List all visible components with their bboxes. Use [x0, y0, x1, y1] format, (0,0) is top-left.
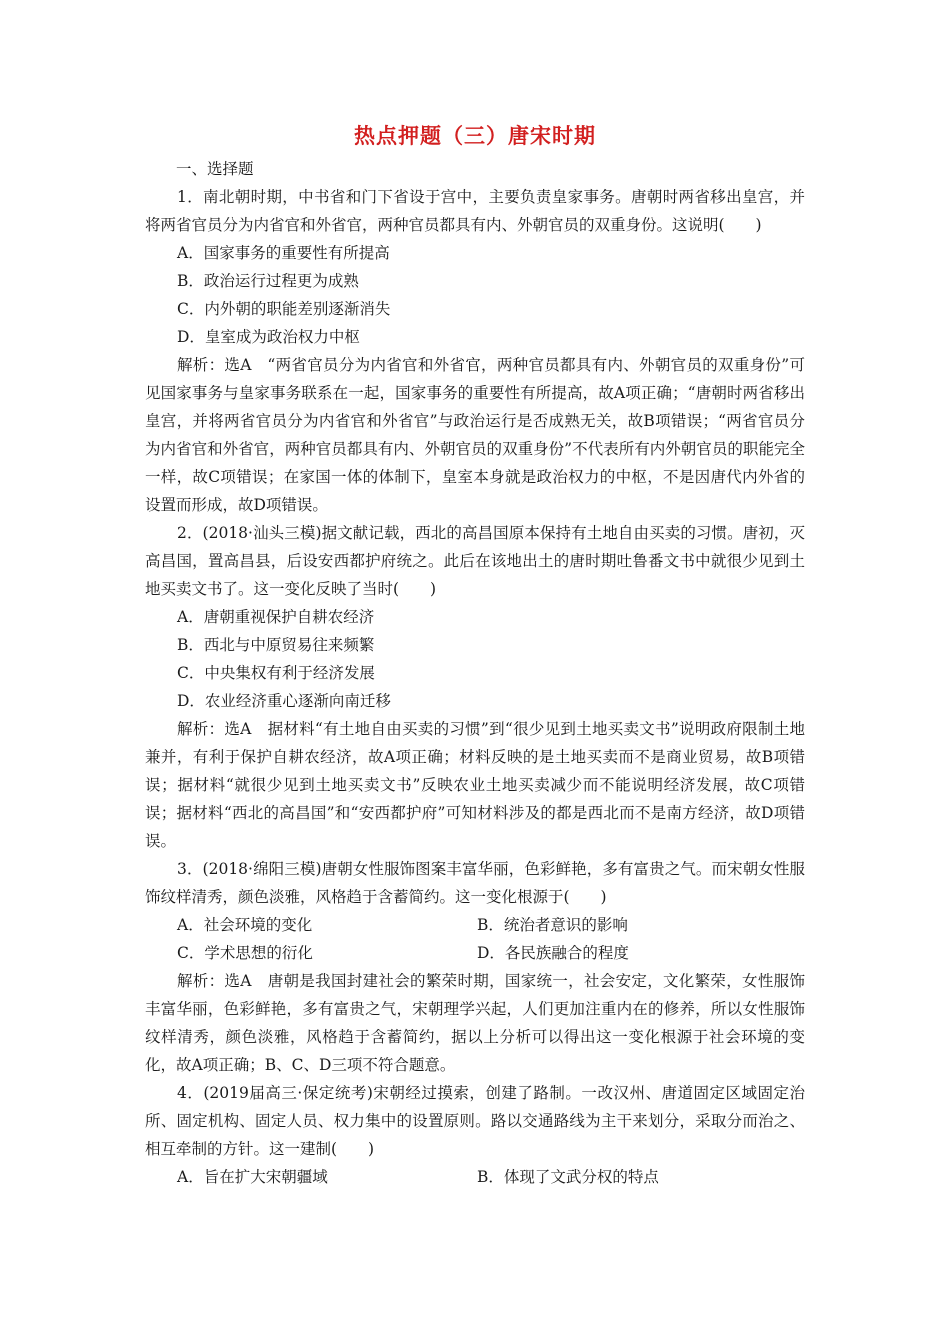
question-3-options-row-1 [145, 911, 805, 939]
question-1-stem: 1．南北朝时期，中书省和门下省设于宫中，主要负责皇家事务。唐朝时两省移出皇宫，并将两省官员分为内省官和外省官，两种官员都具有内、外朝官员的双重身份。这说明( ) [145, 188, 805, 234]
question-4-option-a: A．旨在扩大宋朝疆域 [177, 1168, 328, 1186]
question-2-stem: 2．(2018·汕头三模)据文献记载，西北的高昌国原本保持有土地自由买卖的习惯。唐初，灭高昌国，置高昌县，后设安西都护府统之。此后在该地出土的唐时期吐鲁番文书中就很少见到土地买卖文书了。这一变化反映了当时( ) [145, 524, 805, 598]
page-title: 热点押题（三）唐宋时期 [354, 124, 596, 148]
question-4-stem: 4．(2019届高三·保定统考)宋朝经过摸索，创建了路制。一改汉州、唐道固定区域固定治所、固定机构、固定人员、权力集中的设置原则。路以交通路线为主干来划分，采取分而治之、相互牵制的方针。这一建制( ) [145, 1084, 805, 1158]
question-2-analysis-text: 据材料“有土地自由买卖的习惯”到“很少见到土地买卖文书”说明政府限制土地兼并，有利于保护自耕农经济，故A项正确；材料反映的是土地买卖而不是商业贸易，故B项错误；据材料“就很少见到土地买卖文书”反映农业土地买卖减少而不能说明经济发展，故C项错误；据材料“西北的高昌国”和“安西都护府”可知材料涉及的都是西北而不是南方经济，故D项错误。 [145, 720, 805, 850]
question-1-option-c: C．内外朝的职能差别逐渐消失 [177, 300, 391, 318]
question-2-option-b: B．西北与中原贸易往来频繁 [177, 636, 375, 654]
question-2-option-a: A．唐朝重视保护自耕农经济 [177, 608, 375, 626]
question-3-option-a: A．社会环境的变化 [177, 916, 313, 934]
question-4-options-row-1 [145, 1163, 805, 1191]
document-content [145, 183, 805, 1191]
question-1-option-d: D．皇室成为政治权力中枢 [177, 328, 360, 346]
section-heading: 一、选择题 [176, 160, 254, 178]
question-3-answer: 解析：选A [177, 972, 252, 990]
question-3-options-row-2 [145, 939, 805, 967]
question-2-option-c: C．中央集权有利于经济发展 [177, 664, 375, 682]
question-1-option-a: A．国家事务的重要性有所提高 [177, 244, 390, 262]
question-3-option-d: D．各民族融合的程度 [477, 944, 629, 962]
question-3-option-c: C．学术思想的衍化 [177, 944, 313, 962]
question-1-analysis [145, 351, 805, 519]
question-2-analysis [145, 715, 805, 855]
question-1-analysis-text: “两省官员分为内省官和外省官，两种官员都具有内、外朝官员的双重身份”可见国家事务与皇家事务联系在一起，国家事务的重要性有所提高，故A项正确；“唐朝时两省移出皇宫，并将两省官员分为内省官和外省官”与政治运行是否成熟无关，故B项错误；“两省官员分为内省官和外省官，两种官员都具有内、外朝官员的双重身份”不代表所有内外朝官员的职能完全一样，故C项错误；在家国一体的体制下，皇室本身就是政治权力的中枢，不是因唐代内外省的设置而形成，故D项错误。 [145, 356, 805, 514]
question-3-analysis [145, 967, 805, 1079]
question-2-answer: 解析：选A [177, 720, 252, 738]
question-3-stem: 3．(2018·绵阳三模)唐朝女性服饰图案丰富华丽，色彩鲜艳，多有富贵之气。而宋朝女性服饰纹样清秀，颜色淡雅，风格趋于含蓄简约。这一变化根源于( ) [145, 860, 805, 906]
question-3-option-b: B．统治者意识的影响 [477, 916, 628, 934]
question-3-analysis-text: 唐朝是我国封建社会的繁荣时期，国家统一，社会安定，文化繁荣，女性服饰丰富华丽，色彩鲜艳，多有富贵之气，宋朝理学兴起，人们更加注重内在的修养，所以女性服饰纹样清秀，颜色淡雅，风格趋于含蓄简约，据以上分析可以得出这一变化根源于社会环境的变化，故A项正确；B、C、D三项不符合题意。 [145, 972, 805, 1074]
question-1-answer: 解析：选A [177, 356, 252, 374]
question-1-option-b: B．政治运行过程更为成熟 [177, 272, 359, 290]
question-2-option-d: D．农业经济重心逐渐向南迁移 [177, 692, 391, 710]
question-4-option-b: B．体现了文武分权的特点 [477, 1168, 659, 1186]
